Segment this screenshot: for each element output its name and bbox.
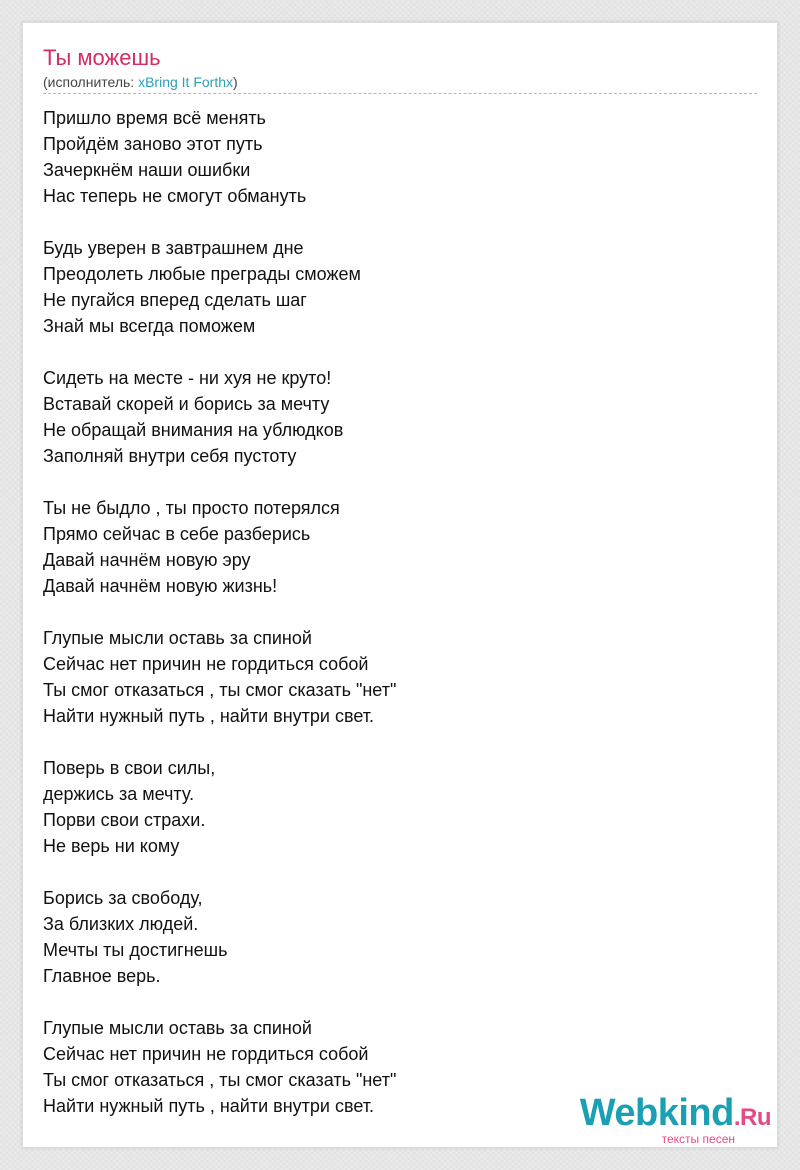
lyrics-stanza [43,365,396,469]
lyrics-line: Поверь в свои силы, [43,758,216,778]
artist-prefix: (исполнитель: [43,74,139,90]
lyrics-stanza [43,495,396,599]
lyrics-line: Пройдём заново этот путь [43,134,263,154]
lyrics-stanza [43,625,396,729]
lyrics-line: Главное верь. [43,966,161,986]
lyrics-body [43,105,396,1119]
artist-suffix: ) [233,74,238,90]
logo-wordmark [580,1094,771,1137]
lyrics-line: Вставай скорей и борись за мечту [43,394,330,414]
lyrics-line: Пришло время всё менять [43,108,266,128]
lyrics-line: Ты не быдло , ты просто потерялся [43,498,340,518]
lyrics-line: Прямо сейчас в себе разберись [43,524,311,544]
lyrics-line: Найти нужный путь , найти внутри свет. [43,706,374,726]
lyrics-card [22,22,778,1148]
logo-tagline: тексты песен [661,1132,735,1146]
lyrics-line: Мечты ты достигнешь [43,940,228,960]
lyrics-line: Не пугайся вперед сделать шаг [43,290,307,310]
title-divider [43,93,757,94]
lyrics-line: Глупые мысли оставь за спиной [43,628,312,648]
lyrics-line: Знай мы всегда поможем [43,316,256,336]
lyrics-line: Сейчас нет причин не гордиться собой [43,1044,369,1064]
lyrics-line: Ты смог отказаться , ты смог сказать "нет" [43,680,397,700]
lyrics-line: держись за мечту. [43,784,195,804]
site-logo[interactable] [580,1094,771,1145]
lyrics-stanza [43,235,396,339]
lyrics-line: Найти нужный путь , найти внутри свет. [43,1096,374,1116]
lyrics-line: Сейчас нет причин не гордиться собой [43,654,369,674]
lyrics-line: Зачеркнём наши ошибки [43,160,251,180]
artist-link[interactable]: xBring It Forthx [138,74,234,90]
lyrics-stanza [43,885,396,989]
lyrics-line: Борись за свободу, [43,888,203,908]
logo-tld: .Ru [733,1104,771,1131]
song-title: Ты можешь [43,45,161,70]
lyrics-stanza [43,105,396,209]
lyrics-line: За близких людей. [43,914,199,934]
lyrics-line: Не верь ни кому [43,836,180,856]
lyrics-line: Давай начнём новую жизнь! [43,576,278,596]
lyrics-line: Глупые мысли оставь за спиной [43,1018,312,1038]
lyrics-line: Будь уверен в завтрашнем дне [43,238,304,258]
lyrics-line: Давай начнём новую эру [43,550,251,570]
lyrics-line: Не обращай внимания на ублюдков [43,420,344,440]
artist-line [43,73,238,91]
lyrics-line: Сидеть на месте - ни хуя не круто! [43,368,332,388]
lyrics-stanza [43,1015,396,1119]
lyrics-line: Преодолеть любые преграды сможем [43,264,361,284]
lyrics-line: Порви свои страхи. [43,810,206,830]
lyrics-stanza [43,755,396,859]
lyrics-line: Ты смог отказаться , ты смог сказать "нет" [43,1070,397,1090]
lyrics-line: Заполняй внутри себя пустоту [43,446,297,466]
lyrics-line: Нас теперь не смогут обмануть [43,186,307,206]
logo-brand: Webkind [579,1092,734,1134]
